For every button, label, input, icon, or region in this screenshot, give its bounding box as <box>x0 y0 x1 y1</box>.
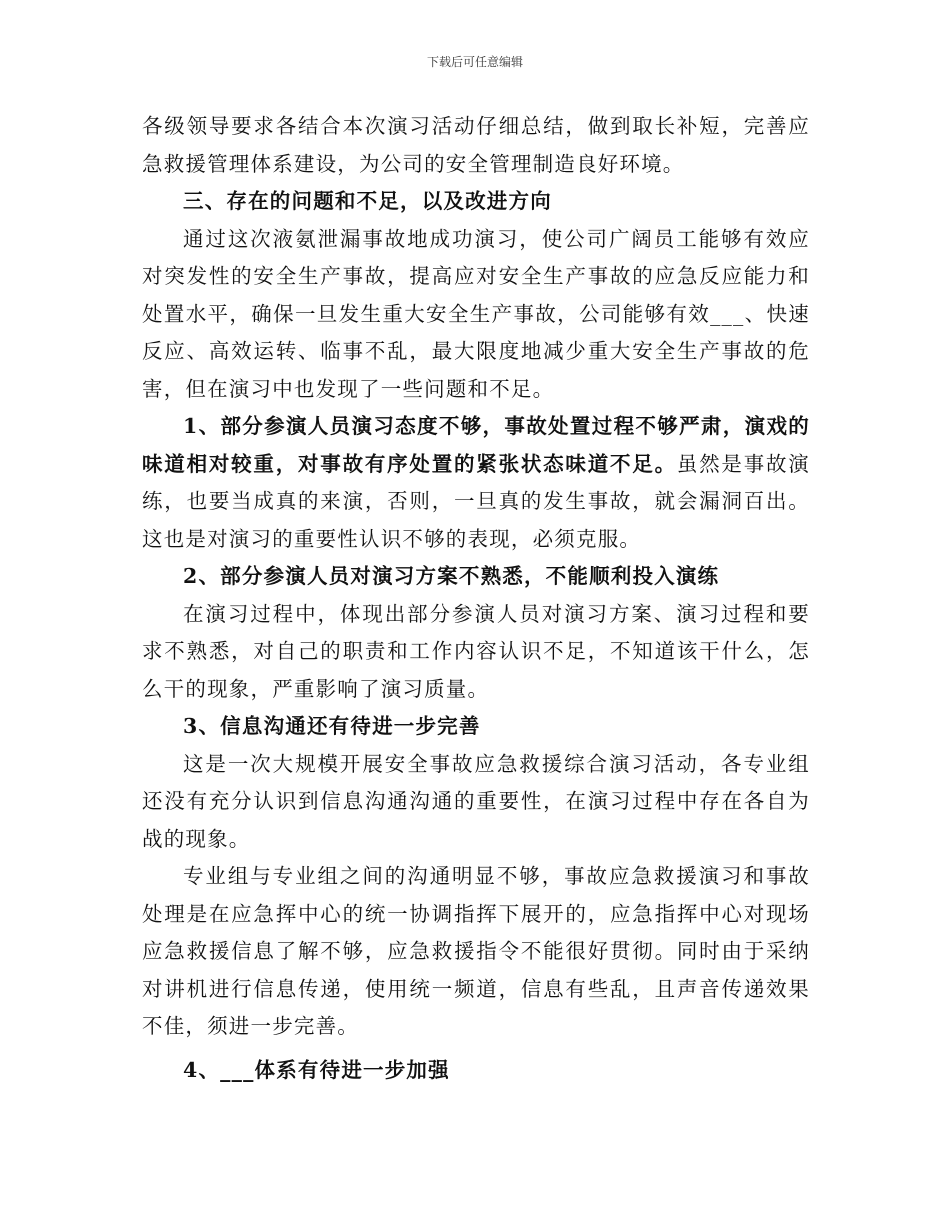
item-3-paragraph-a: 这是一次大规模开展安全事故应急救援综合演习活动，各专业组还没有充分认识到信息沟通沟通的重要性，在演习过程中存在各自为战的现象。 <box>142 751 810 851</box>
section-3-heading: 三、存在的问题和不足，以及改进方向 <box>183 189 552 213</box>
intro-paragraph: 各级领导要求各结合本次演习活动仔细总结，做到取长补短，完善应急救援管理体系建设，为公司的安全管理制造良好环境。 <box>142 114 810 176</box>
item-1-paragraph <box>142 408 810 558</box>
item-3-paragraph-b: 专业组与专业组之间的沟通明显不够，事故应急救援演习和事故处理是在应急挥中心的统一协调指挥下展开的，应急指挥中心对现场应急救援信息了解不够，应急救援指令不能很好贯彻。同时由于采纳对讲机进行信息传递，使用统一频道，信息有些乱，且声音传递效果不佳，须进一步完善。 <box>142 864 810 1038</box>
item-2-paragraph: 在演习过程中，体现出部分参演人员对演习方案、演习过程和要求不熟悉，对自己的职责和工作内容认识不足，不知道该干什么，怎么干的现象，严重影响了演习质量。 <box>142 601 810 701</box>
item-2-heading: 2、部分参演人员对演习方案不熟悉，不能顺利投入演练 <box>183 564 720 588</box>
section-3-paragraph: 通过这次液氨泄漏事故地成功演习，使公司广阔员工能够有效应对突发性的安全生产事故，提高应对安全生产事故的应急反应能力和处置水平，确保一旦发生重大安全生产事故，公司能够有效___、快速反应、高效运转、临事不乱，最大限度地减少重大安全生产事故的危害，但在演习中也发现了一些问题和不足。 <box>142 226 810 401</box>
document-body <box>142 108 810 1089</box>
item-4-heading: 4、___体系有待进一步加强 <box>183 1057 450 1082</box>
item-3-heading: 3、信息沟通还有待进一步完善 <box>183 714 481 738</box>
item-1-text: 虽然是事故演练，也要当成真的来演，否则，一旦真的发生事故，就会漏洞百出。这也是对演习的重要性认识不够的表现，必须克服。 <box>142 451 810 551</box>
item-1-heading: 1、部分参演人员演习态度不够，事故处置过程不够严肃，演戏的味道相对较重，对事故有序处置的紧张状态味道不足。 <box>142 414 810 476</box>
page-header: 下载后可任意编辑 <box>426 55 523 69</box>
